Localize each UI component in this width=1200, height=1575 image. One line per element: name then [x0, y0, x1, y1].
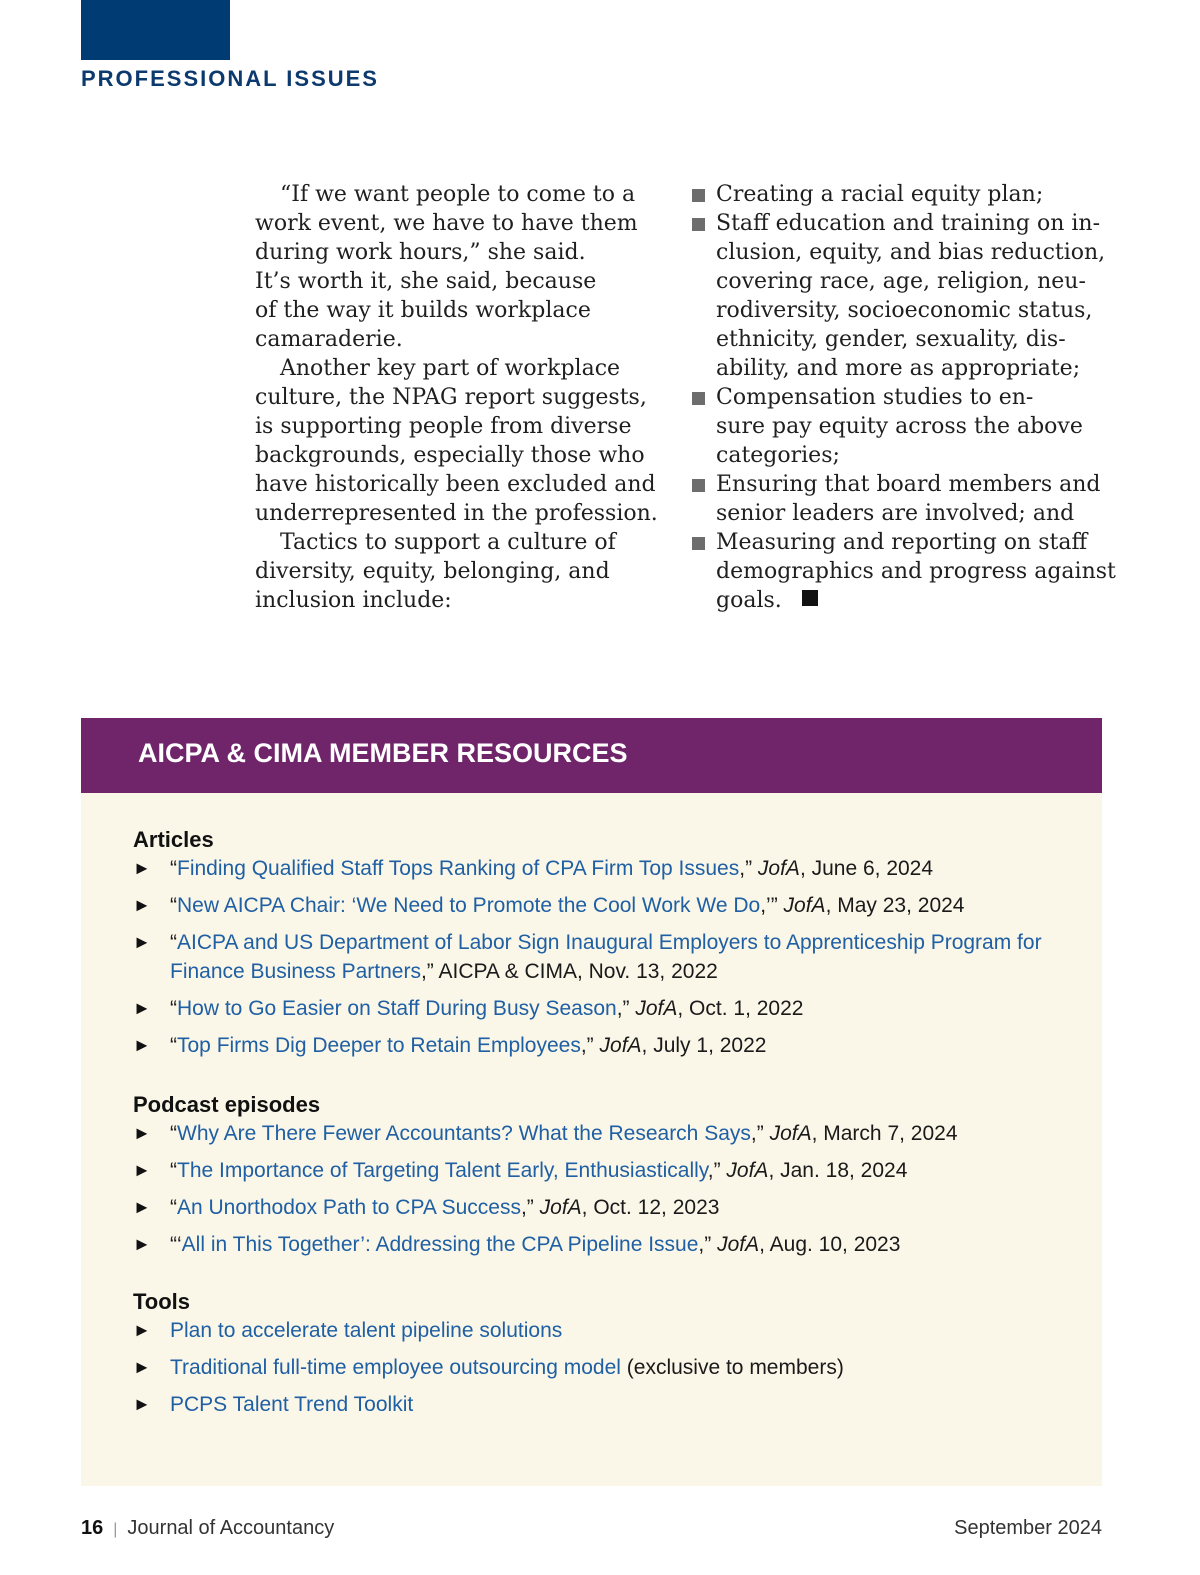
article-item: [133, 1031, 1083, 1060]
tactic-line: ethnicity, gender, sexuality, dis-: [716, 327, 1066, 352]
tactic-line: Measuring and reporting on staff: [716, 530, 1088, 555]
tool-item: [133, 1316, 1083, 1345]
triangle-bullet-icon: ►: [133, 1035, 151, 1055]
page-number: 16: [81, 1517, 104, 1539]
tactic-line: categories;: [716, 443, 840, 468]
tools-section: [133, 1288, 1083, 1427]
body-line: is supporting people from diverse: [255, 414, 632, 439]
member-resources-box: [81, 718, 1102, 1486]
article-item: [133, 994, 1083, 1023]
tactic-line: Staff education and training on in-: [716, 211, 1101, 236]
article-source-date: AICPA & CIMA, Nov. 13, 2022: [433, 960, 718, 983]
square-bullet-icon: [692, 189, 705, 202]
tactic-line: clusion, equity, and bias reduction,: [716, 240, 1106, 265]
article-link-continued[interactable]: Finance Business Partners: [170, 960, 421, 983]
articles-section: [133, 826, 1083, 1068]
triangle-bullet-icon: ►: [133, 1160, 151, 1180]
quote-mark: “: [170, 857, 177, 880]
body-line: It’s worth it, she said, because: [255, 269, 597, 294]
quote-mark: ,”: [707, 1159, 721, 1182]
triangle-bullet-icon: ►: [133, 998, 151, 1018]
article-line-2: [170, 957, 1083, 986]
tactic-item: [690, 528, 1120, 615]
article-link[interactable]: How to Go Easier on Staff During Busy Season: [177, 997, 617, 1020]
article-link[interactable]: Top Firms Dig Deeper to Retain Employees: [177, 1034, 581, 1057]
body-line: during work hours,” she said.: [255, 240, 586, 265]
quote-mark: ,”: [750, 1122, 764, 1145]
tactic-line: Ensuring that board members and: [716, 472, 1101, 497]
articles-list: [133, 854, 1083, 1060]
triangle-bullet-icon: ►: [133, 932, 151, 952]
source-name: JofA: [726, 1159, 769, 1182]
triangle-bullet-icon: ►: [133, 1357, 151, 1377]
body-line: “If we want people to come to a: [280, 182, 636, 207]
source-name: JofA: [599, 1034, 642, 1057]
quote-mark: “: [170, 894, 177, 917]
podcast-date: , Aug. 10, 2023: [759, 1233, 901, 1256]
tactic-item: [690, 180, 1120, 209]
triangle-bullet-icon: ►: [133, 1197, 151, 1217]
podcast-link[interactable]: An Unorthodox Path to CPA Success: [177, 1196, 521, 1219]
section-label: PROFESSIONAL ISSUES: [81, 66, 379, 91]
square-bullet-icon: [692, 537, 705, 550]
podcasts-heading: Podcast episodes: [133, 1092, 321, 1117]
square-bullet-icon: [692, 479, 705, 492]
quote-mark: ,”: [616, 997, 630, 1020]
tactic-line: senior leaders are involved; and: [716, 501, 1075, 526]
footer-left: [81, 1517, 334, 1540]
resources-title: AICPA & CIMA MEMBER RESOURCES: [138, 738, 628, 768]
article-date: , May 23, 2024: [825, 894, 965, 917]
source-name: JofA: [783, 894, 826, 917]
body-line: Another key part of workplace: [280, 356, 621, 381]
article-item: [133, 891, 1083, 920]
article-link[interactable]: New AICPA Chair: ‘We Need to Promote the Cool Work We Do: [177, 894, 761, 917]
podcast-link[interactable]: All in This Together’: Addressing the CPA Pipeline Issue: [181, 1233, 699, 1256]
quote-mark: ,”: [580, 1034, 594, 1057]
article-link[interactable]: Finding Qualified Staff Tops Ranking of CPA Firm Top Issues: [177, 857, 740, 880]
square-bullet-icon: [692, 392, 705, 405]
podcasts-list: [133, 1119, 1083, 1259]
body-left-column: [255, 180, 665, 615]
tactic-line: covering race, age, religion, neu-: [716, 269, 1086, 294]
body-line: diversity, equity, belonging, and: [255, 559, 610, 584]
podcast-item: [133, 1193, 1083, 1222]
quote-mark: “: [170, 1034, 177, 1057]
body-line: camaraderie.: [255, 327, 403, 352]
triangle-bullet-icon: ►: [133, 1234, 151, 1254]
podcast-date: , Oct. 12, 2023: [581, 1196, 720, 1219]
podcast-date: , March 7, 2024: [811, 1122, 958, 1145]
tool-link[interactable]: Traditional full-time employee outsourcing model: [170, 1356, 621, 1379]
podcasts-section: [133, 1091, 1083, 1267]
tactic-line-last: [716, 586, 1120, 615]
body-line: culture, the NPAG report suggests,: [255, 385, 647, 410]
tool-item: [133, 1390, 1083, 1419]
tools-heading: Tools: [133, 1289, 191, 1314]
quote-mark: “‘: [170, 1233, 182, 1256]
tactic-line: sure pay equity across the above: [716, 414, 1083, 439]
source-name: JofA: [717, 1233, 760, 1256]
triangle-bullet-icon: ►: [133, 1123, 151, 1143]
tools-list: [133, 1316, 1083, 1419]
article-link[interactable]: AICPA and US Department of Labor Sign Inaugural Employers to Apprenticeship Program for: [177, 931, 1042, 954]
tool-link[interactable]: Plan to accelerate talent pipeline solutions: [170, 1319, 563, 1342]
article-date: , July 1, 2022: [641, 1034, 767, 1057]
footer-separator: |: [113, 1521, 118, 1538]
tactic-line: Compensation studies to en-: [716, 385, 1034, 410]
article-item: [133, 928, 1083, 986]
quote-mark: ,’”: [760, 894, 778, 917]
source-name: JofA: [539, 1196, 582, 1219]
tactic-line: Creating a racial equity plan;: [716, 182, 1044, 207]
article-item: [133, 854, 1083, 883]
tactic-item: [690, 383, 1120, 470]
tactic-line: rodiversity, socioeconomic status,: [716, 298, 1093, 323]
source-name: JofA: [757, 857, 800, 880]
tactic-line: demographics and progress against: [716, 559, 1116, 584]
podcast-item: [133, 1230, 1083, 1259]
quote-mark: “: [170, 1122, 177, 1145]
source-name: JofA: [769, 1122, 812, 1145]
end-of-article-icon: [802, 590, 818, 606]
article-date: , Oct. 1, 2022: [677, 997, 804, 1020]
triangle-bullet-icon: ►: [133, 895, 151, 915]
body-line: work event, we have to have them: [255, 211, 638, 236]
tactic-line-text: goals.: [716, 588, 782, 613]
quote-mark: “: [170, 1196, 177, 1219]
quote-mark: “: [170, 997, 177, 1020]
quote-mark: ,”: [698, 1233, 712, 1256]
triangle-bullet-icon: ►: [133, 1320, 151, 1340]
body-right-column: [690, 180, 1120, 615]
podcast-date: , Jan. 18, 2024: [768, 1159, 908, 1182]
tactic-item: [690, 470, 1120, 528]
header-color-block: [81, 0, 230, 60]
tactic-item: [690, 209, 1120, 383]
triangle-bullet-icon: ►: [133, 1394, 151, 1414]
body-line: Tactics to support a culture of: [280, 530, 616, 555]
podcast-link[interactable]: Why Are There Fewer Accountants? What the Research Says: [177, 1122, 751, 1145]
triangle-bullet-icon: ►: [133, 858, 151, 878]
article-date: , June 6, 2024: [799, 857, 934, 880]
tactic-line: ability, and more as appropriate;: [716, 356, 1081, 381]
tool-item: [133, 1353, 1083, 1382]
quote-mark: “: [170, 1159, 177, 1182]
issue-date: September 2024: [954, 1517, 1102, 1539]
body-line: have historically been excluded and: [255, 472, 656, 497]
podcast-link[interactable]: The Importance of Targeting Talent Early, Enthusiastically: [177, 1159, 708, 1182]
source-name: JofA: [635, 997, 678, 1020]
tool-note: (exclusive to members): [620, 1356, 844, 1379]
quote-mark: ,”: [420, 960, 434, 983]
body-line: underrepresented in the profession.: [255, 501, 658, 526]
podcast-item: [133, 1119, 1083, 1148]
quote-mark: ,”: [520, 1196, 534, 1219]
tool-link[interactable]: PCPS Talent Trend Toolkit: [170, 1393, 414, 1416]
body-line: of the way it builds workplace: [255, 298, 591, 323]
body-line: backgrounds, especially those who: [255, 443, 645, 468]
quote-mark: “: [170, 931, 177, 954]
quote-mark: ,”: [739, 857, 753, 880]
podcast-item: [133, 1156, 1083, 1185]
articles-heading: Articles: [133, 827, 214, 852]
tactics-list: [690, 180, 1120, 615]
publication-name: Journal of Accountancy: [127, 1517, 335, 1539]
square-bullet-icon: [692, 218, 705, 231]
body-line: inclusion include:: [255, 588, 452, 613]
